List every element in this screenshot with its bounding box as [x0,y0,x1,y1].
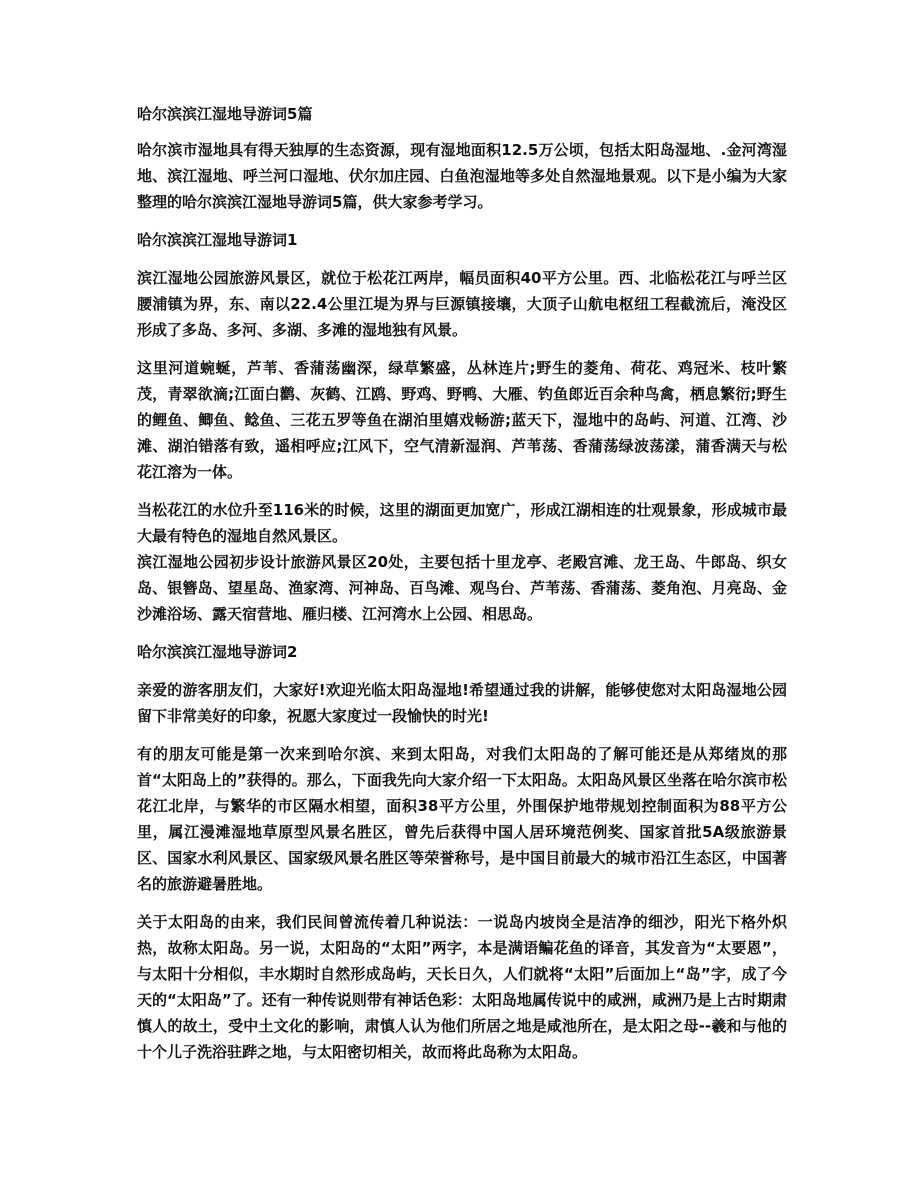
section-1-heading: 哈尔滨滨江湿地导游词1 [137,231,298,249]
document-page [137,100,787,1077]
section-1-paragraph-4: 滨江湿地公园初步设计旅游风景区20处，主要包括十里龙亭、老殿宫滩、龙王岛、牛郎岛、织女岛、银簪岛、望星岛、渔家湾、河神岛、百鸟滩、观鸟台、芦苇荡、香蒲荡、菱角泡、月亮岛、金沙滩浴场、露天宿营地、雁归楼、江河湾水上公园、相思岛。 [137,553,787,623]
section-2-heading: 哈尔滨滨江湿地导游词2 [137,643,298,661]
section-2-paragraph-2: 有的朋友可能是第一次来到哈尔滨、来到太阳岛，对我们太阳岛的了解可能还是从郑绪岚的那首“太阳岛上的”获得的。那么，下面我先向大家介绍一下太阳岛。太阳岛风景区坐落在哈尔滨市松花江北岸，与繁华的市区隔水相望，面积38平方公里，外围保护地带规划控制面积为88平方公里，属江漫滩湿地草原型风景名胜区，曾先后获得中国人居环境范例奖、国家首批5A级旅游景区、国家水利风景区、国家级风景名胜区等荣誉称号，是中国目前最大的城市沿江生态区，中国著名的旅游避暑胜地。 [137,745,787,893]
section-1-paragraph-3: 当松花江的水位升至116米的时候，这里的湖面更加宽广，形成江湖相连的壮观景象，形成城市最大最有特色的湿地自然风景区。 [137,501,787,545]
intro-paragraph: 哈尔滨市湿地具有得天独厚的生态资源，现有湿地面积12.5万公顷，包括太阳岛湿地、.金河湾湿地、滨江湿地、呼兰河口湿地、伏尔加庄园、白鱼泡湿地等多处自然湿地景观。以下是小编为大家整理的哈尔滨滨江湿地导游词5篇，供大家参考学习。 [137,141,787,211]
section-2-paragraph-3: 关于太阳岛的由来，我们民间曾流传着几种说法：一说岛内坡岗全是洁净的细沙，阳光下格外炽热，故称太阳岛。另一说，太阳岛的“太阳”两字，本是满语鳊花鱼的译音，其发音为“太要恩”，与太阳十分相似，丰水期时自然形成岛屿，天长日久，人们就将“太阳”后面加上“岛”字，成了今天的“太阳岛”了。还有一种传说则带有神话色彩：太阳岛地属传说中的咸洲，咸洲乃是上古时期肃慎人的故土，受中土文化的影响，肃慎人认为他们所居之地是咸池所在，是太阳之母--羲和与他的十个儿子洗浴驻跸之地，与太阳密切相关，故而将此岛称为太阳岛。 [137,913,787,1061]
section-1-paragraph-2: 这里河道蜿蜒，芦苇、香蒲荡幽深，绿草繁盛，丛林连片;野生的菱角、荷花、鸡冠米、枝叶繁茂，青翠欲滴;江面白鹳、灰鹤、江鸥、野鸡、野鸭、大雁、钓鱼郎近百余种鸟禽，栖息繁衍;野生的鲤鱼、鲫鱼、鲶鱼、三花五罗等鱼在湖泊里嬉戏畅游;蓝天下，湿地中的岛屿、河道、江湾、沙滩、湖泊错落有致，遥相呼应;江风下，空气清新湿润、芦苇荡、香蒲荡绿波荡漾，蒲香满天与松花江溶为一体。 [137,359,787,481]
section-1-paragraph-1: 滨江湿地公园旅游风景区，就位于松花江两岸，幅员面积40平方公里。西、北临松花江与呼兰区腰浦镇为界，东、南以22.4公里江堤为界与巨源镇接壤，大顶子山航电枢纽工程截流后，淹没区形成了多岛、多河、多湖、多滩的湿地独有风景。 [137,269,787,339]
document-title: 哈尔滨滨江湿地导游词5篇 [137,105,313,123]
section-2-paragraph-1: 亲爱的游客朋友们，大家好!欢迎光临太阳岛湿地!希望通过我的讲解，能够使您对太阳岛湿地公园留下非常美好的印象，祝愿大家度过一段愉快的时光! [137,681,787,725]
